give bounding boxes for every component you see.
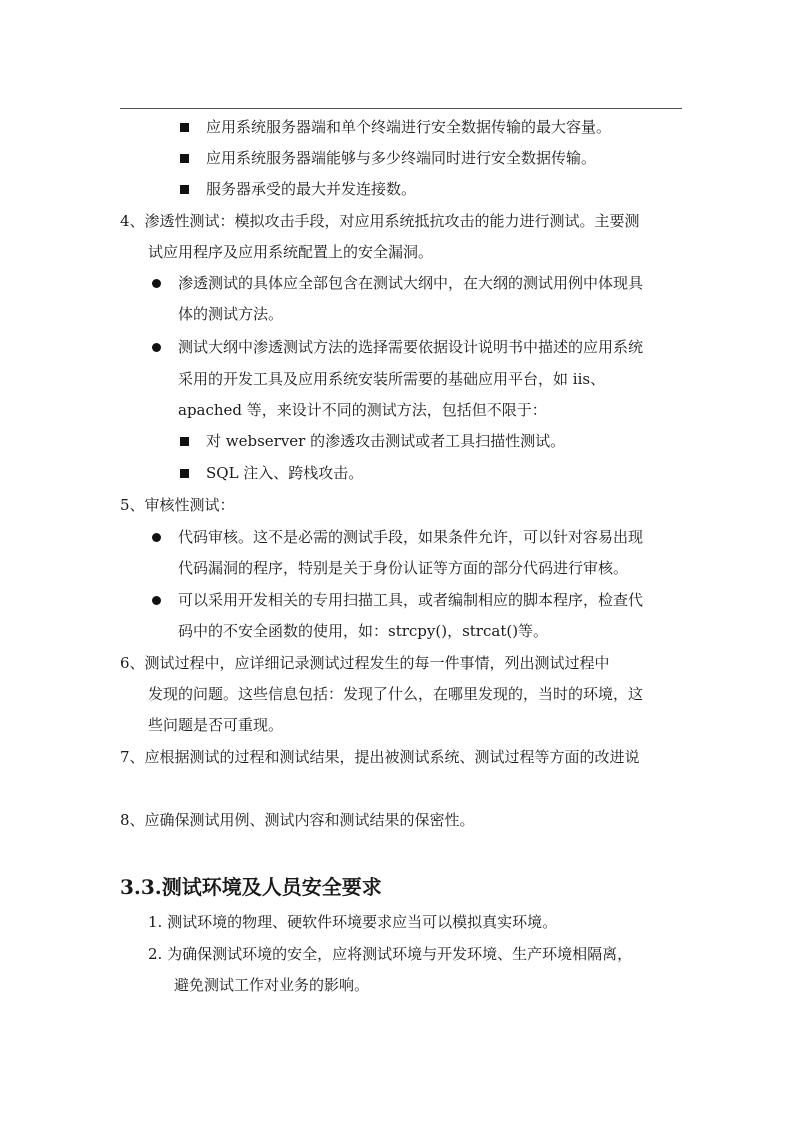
numbered-item-2-line-2: 避免测试工作对业务的影响。: [174, 976, 370, 994]
square-bullet-icon: [180, 437, 189, 446]
item-4-line-1: 4、渗透性测试：模拟攻击手段，对应用系统抵抗攻击的能力进行测试。主要测: [120, 212, 640, 230]
bullet-1-line-1: 渗透测试的具体应全部包含在测试大纲中，在大纲的测试用例中体现具: [178, 274, 644, 292]
bullet-3-line-1: 代码审核。这不是必需的测试手段，如果条件允许，可以针对容易出现: [178, 528, 644, 546]
round-bullet-icon: [152, 343, 161, 352]
item-6-line-3: 些问题是否可重现。: [148, 716, 284, 734]
square-bullet-icon: [180, 185, 189, 194]
sub-item-5: SQL 注入、跨栈攻击。: [206, 464, 364, 482]
numbered-item-1: 1. 测试环境的物理、硬软件环境要求应当可以模拟真实环境。: [148, 913, 558, 931]
item-4-line-2: 试应用程序及应用系统配置上的安全漏洞。: [148, 243, 434, 261]
item-8: 8、应确保测试用例、测试内容和测试结果的保密性。: [120, 811, 475, 829]
bullet-2-line-2: 采用的开发工具及应用系统安装所需要的基础应用平台，如 iis、: [178, 370, 606, 388]
item-7: 7、应根据测试的过程和测试结果，提出被测试系统、测试过程等方面的改进说: [120, 748, 640, 766]
round-bullet-icon: [152, 279, 161, 288]
section-heading: 3.3.测试环境及人员安全要求: [120, 875, 382, 899]
numbered-item-2-line-1: 2. 为确保测试环境的安全，应将测试环境与开发环境、生产环境相隔离，: [148, 945, 633, 963]
bullet-4-line-2: 码中的不安全函数的使用，如：strcpy()，strcat()等。: [178, 622, 549, 640]
round-bullet-icon: [152, 596, 161, 605]
sub-item-1: 应用系统服务器端和单个终端进行安全数据传输的最大容量。: [206, 118, 612, 136]
square-bullet-icon: [180, 154, 189, 163]
header-rule: [120, 108, 682, 109]
item-5: 5、审核性测试：: [120, 496, 235, 514]
sub-item-3: 服务器承受的最大并发连接数。: [206, 180, 417, 198]
round-bullet-icon: [152, 533, 161, 542]
square-bullet-icon: [180, 469, 189, 478]
sub-item-4: 对 webserver 的渗透攻击测试或者工具扫描性测试。: [206, 432, 566, 450]
bullet-1-line-2: 体的测试方法。: [178, 305, 284, 323]
bullet-3-line-2: 代码漏洞的程序，特别是关于身份认证等方面的部分代码进行审核。: [178, 559, 629, 577]
square-bullet-icon: [180, 123, 189, 132]
item-6-line-1: 6、测试过程中，应详细记录测试过程发生的每一件事情，列出测试过程中: [120, 654, 610, 672]
bullet-2-line-3: apached 等，来设计不同的测试方法，包括但不限于：: [178, 401, 547, 419]
item-6-line-2: 发现的问题。这些信息包括：发现了什么，在哪里发现的，当时的环境，这: [148, 685, 644, 703]
bullet-4-line-1: 可以采用开发相关的专用扫描工具，或者编制相应的脚本程序，检查代: [178, 591, 644, 609]
sub-item-2: 应用系统服务器端能够与多少终端同时进行安全数据传输。: [206, 149, 597, 167]
bullet-2-line-1: 测试大纲中渗透测试方法的选择需要依据设计说明书中描述的应用系统: [178, 338, 644, 356]
